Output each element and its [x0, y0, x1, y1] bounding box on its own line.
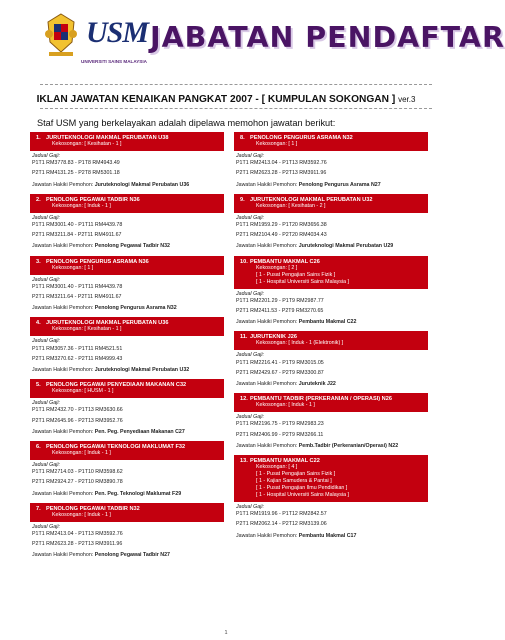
title-main: IKLAN JAWATAN KENAIKAN PANGKAT 2007 - [ KUMPULAN SOKONGAN ] [36, 94, 396, 105]
job-card-header [234, 194, 428, 213]
job-number: 13. [240, 458, 248, 465]
salary-range: P1T1 RM2413.04 - P1T13 RM3592.76 [32, 531, 123, 538]
job-card [234, 393, 428, 452]
applicant-current-post-label: Jawatan Hakiki Pemohon: [32, 367, 94, 374]
salary-range: P1T1 RM2714.03 - P1T10 RM3598.62 [32, 469, 123, 476]
salary-range: P1T1 RM3001.40 - P1T11 RM4439.78 [32, 283, 123, 290]
usm-logo-subtitle: UNIVERSITI SAINS MALAYSIA [81, 59, 147, 64]
job-card [234, 256, 428, 329]
job-card [30, 256, 224, 315]
job-title-text: PENOLONG PEGAWAI TADBIR N36 [46, 196, 140, 203]
salary-schedule-label: Jadual Gaji: [32, 153, 60, 159]
job-vacancy-line: [ 1 - Kajian Samudera & Pantai ] [256, 478, 332, 485]
applicant-current-post-value: Juruteknologi Makmal Perubatan U36 [94, 181, 190, 188]
applicant-current-post [236, 533, 426, 540]
job-vacancy-line: Kekosongan: [ HUSM - 1 ] [52, 388, 114, 395]
divider-top [40, 84, 432, 85]
salary-range: P2T1 RM2645.96 - P2T13 RM3952.76 [32, 417, 123, 424]
job-vacancy-line: Kekosongan: [ Induk - 1 ] [256, 402, 315, 409]
job-card-header [30, 256, 224, 275]
salary-schedule-label: Jadual Gaji: [32, 214, 60, 221]
job-card-body [30, 336, 224, 376]
usm-logo-mark: USM [86, 16, 149, 49]
left-column [30, 132, 224, 565]
page-header [0, 0, 505, 78]
applicant-current-post-label: Jawatan Hakiki Pemohon: [236, 442, 298, 449]
job-vacancy-line: Kekosongan: [ 4 ] [256, 464, 298, 471]
salary-schedule-label: Jadual Gaji: [236, 214, 264, 221]
job-title-text: PENOLONG PENGURUS ASRAMA N32 [250, 135, 353, 141]
job-title-text: JURUTEKNIK J26 [250, 334, 297, 341]
applicant-current-post-label: Jawatan Hakiki Pemohon: [32, 181, 94, 188]
job-vacancy-line: [ 1 - Pusat Pengajian Ilmu Pendidikan ] [256, 485, 348, 492]
applicant-current-post [32, 367, 222, 374]
applicant-current-post [32, 182, 222, 189]
salary-range: P1T1 RM2201.29 - P1T9 RM2987.77 [236, 297, 324, 304]
job-card-header [234, 393, 428, 412]
applicant-current-post-value: Juruteknologi Makmal Perubatan U29 [298, 243, 394, 250]
job-card-header [234, 132, 428, 151]
salary-range: P1T1 RM3001.40 - P1T11 RM4439.78 [32, 222, 123, 229]
salary-range: P1T1 RM1959.29 - P1T20 RM3656.38 [236, 222, 327, 229]
job-card-body [234, 213, 428, 253]
coat-of-arms-icon [44, 12, 78, 58]
applicant-current-post-label: Jawatan Hakiki Pemohon: [32, 490, 94, 497]
salary-range: P1T1 RM1919.96 - P1T12 RM2842.57 [236, 511, 327, 518]
salary-range: P2T1 RM3211.64 - P2T11 RM4911.67 [32, 294, 122, 301]
salary-schedule-label: Jadual Gaji: [32, 400, 60, 407]
applicant-current-post-value: Pemb.Tadbir (Perkeranian/Operasi) N22 [298, 442, 399, 449]
job-title-text: PENOLONG PEGAWAI TADBIR N32 [46, 505, 140, 512]
salary-range: P2T1 RM2062.14 - P2T12 RM3139.06 [236, 521, 327, 528]
applicant-current-post [236, 243, 426, 250]
job-card [30, 503, 224, 562]
job-card-body [234, 412, 428, 452]
job-card [30, 441, 224, 500]
salary-range: P2T1 RM2411.53 - P2T9 RM3270.65 [236, 308, 324, 315]
job-card [234, 455, 428, 542]
applicant-current-post-value: Penolong Pegawai Tadbir N32 [94, 243, 170, 250]
job-card-body [234, 502, 428, 542]
job-card-body [234, 350, 428, 390]
department-banner: JABATAN PENDAFTAR [150, 21, 505, 54]
job-title-text: PEMBANTU TADBIR (PERKERANIAN / OPERASI) N26 [250, 396, 392, 403]
applicant-current-post [236, 443, 426, 450]
salary-range: P2T1 RM2104.49 - P2T20 RM4034.43 [236, 232, 327, 239]
salary-schedule-label: Jadual Gaji: [236, 504, 264, 511]
job-card [30, 194, 224, 253]
job-card-body [30, 460, 224, 500]
job-card-header [234, 455, 428, 502]
job-title-text: PENOLONG PEGAWAI TEKNOLOGI MAKLUMAT F32 [46, 444, 186, 451]
job-card-body [30, 398, 224, 438]
applicant-current-post-value: Pen. Peg. Teknologi Maklumat F29 [94, 490, 182, 497]
job-card [30, 132, 224, 191]
applicant-current-post [32, 429, 222, 436]
job-card-header [30, 132, 224, 151]
job-title-text: PENOLONG PEGAWAI PENYEDIAAN MAKANAN C32 [46, 382, 187, 389]
salary-schedule-label: Jadual Gaji: [236, 290, 264, 297]
applicant-current-post [32, 491, 222, 498]
salary-range: P1T1 RM2413.04 - P1T13 RM3592.76 [236, 160, 327, 167]
applicant-current-post [236, 381, 426, 388]
job-number: 7. [36, 505, 41, 512]
salary-range: P1T1 RM3778.83 - P1T8 RM4943.49 [32, 160, 120, 167]
title-version: ver.3 [398, 95, 416, 104]
job-title-text: JURUTEKNOLOGI MAKMAL PERUBATAN U38 [46, 135, 169, 141]
instruction-text: Staf USM yang berkelayakan adalah dipelawa memohon jawatan berikut: [37, 118, 336, 128]
applicant-current-post [32, 552, 222, 559]
job-card [234, 194, 428, 253]
salary-schedule-label: Jadual Gaji: [32, 523, 60, 530]
job-card-header [30, 379, 224, 398]
applicant-current-post [236, 319, 426, 326]
job-card-body [30, 151, 224, 191]
salary-range: P1T1 RM2216.41 - P1T9 RM3015.05 [236, 359, 324, 366]
job-vacancy-line: Kekosongan: [ Induk - 1 (Elektronik) ] [256, 340, 344, 347]
applicant-current-post-value: Penolong Pengurus Asrama N27 [298, 181, 381, 188]
applicant-current-post-value: Pembantu Makmal C17 [298, 532, 357, 539]
job-vacancy-line: Kekosongan: [ Kesihatan - 1 ] [52, 326, 122, 333]
job-card [30, 379, 224, 438]
salary-range: P1T1 RM3057.36 - P1T11 RM4521.51 [32, 345, 123, 352]
job-card-body [30, 275, 224, 315]
job-vacancy-line: [ 1 - Hospital Universiti Sains Malaysia ] [256, 278, 350, 285]
job-vacancy-line: Kekosongan: [ Kesihatan - 2 ] [256, 202, 326, 209]
job-vacancy-line: Kekosongan: [ 2 ] [256, 264, 298, 271]
applicant-current-post-value: Pembantu Makmal C22 [298, 319, 357, 326]
applicant-current-post-label: Jawatan Hakiki Pemohon: [236, 243, 298, 250]
salary-schedule-label: Jadual Gaji: [32, 338, 60, 345]
job-number: 9. [240, 196, 245, 203]
job-vacancy-line: Kekosongan: [ Induk - 1 ] [52, 202, 111, 209]
job-number: 4. [36, 320, 41, 327]
applicant-current-post-value: Juruteknologi Makmal Perubatan U32 [94, 367, 190, 374]
job-title-text: JURUTEKNOLOGI MAKMAL PERUBATAN U36 [46, 320, 169, 327]
job-number: 6. [36, 444, 41, 451]
salary-schedule-label: Jadual Gaji: [32, 276, 60, 283]
salary-schedule-label: Jadual Gaji: [236, 153, 264, 159]
salary-range: P2T1 RM2406.99 - P2T9 RM3266.11 [236, 431, 324, 438]
job-title-text: PEMBANTU MAKMAL C26 [250, 258, 320, 265]
applicant-current-post [32, 305, 222, 312]
salary-range: P2T1 RM2924.27 - P2T10 RM3890.78 [32, 479, 123, 486]
salary-range: P2T1 RM2623.28 - P2T13 RM3911.96 [236, 170, 327, 177]
salary-range: P2T1 RM2429.67 - P2T9 RM3300.87 [236, 369, 324, 376]
job-number: 3. [36, 258, 41, 265]
job-vacancy-line: Kekosongan: [ Kesihatan - 1 ] [52, 141, 122, 147]
job-card-header [30, 194, 224, 213]
job-card [234, 331, 428, 390]
applicant-current-post-label: Jawatan Hakiki Pemohon: [236, 181, 298, 188]
job-number: 1. [36, 135, 41, 141]
salary-range: P2T1 RM4131.25 - P2T8 RM5301.18 [32, 170, 120, 177]
applicant-current-post-label: Jawatan Hakiki Pemohon: [32, 552, 94, 559]
job-title-text: PENOLONG PENGURUS ASRAMA N36 [46, 258, 149, 265]
applicant-current-post-label: Jawatan Hakiki Pemohon: [236, 319, 298, 326]
job-card [30, 317, 224, 376]
job-vacancy-line: Kekosongan: [ Induk - 1 ] [52, 511, 111, 518]
job-card-header [234, 256, 428, 289]
job-card [234, 132, 428, 191]
applicant-current-post [236, 182, 426, 189]
page-title [0, 94, 452, 105]
salary-range: P2T1 RM2623.28 - P2T13 RM3911.96 [32, 541, 123, 548]
applicant-current-post-value: Juruteknik J22 [298, 381, 336, 388]
divider-bottom [40, 108, 432, 109]
job-number: 8. [240, 135, 245, 141]
salary-range: P2T1 RM3270.62 - P2T11 RM4999.43 [32, 355, 123, 362]
job-vacancy-line: [ 1 - Pusat Pengajian Sains Fizik ] [256, 471, 336, 478]
job-number: 2. [36, 196, 41, 203]
salary-schedule-label: Jadual Gaji: [236, 352, 264, 359]
job-card-body [234, 289, 428, 329]
job-vacancy-line: Kekosongan: [ 1 ] [256, 141, 298, 147]
salary-schedule-label: Jadual Gaji: [32, 462, 60, 469]
salary-range: P1T1 RM2196.75 - P1T9 RM2983.23 [236, 421, 324, 428]
applicant-current-post-label: Jawatan Hakiki Pemohon: [32, 428, 94, 435]
job-number: 12. [240, 396, 248, 403]
applicant-current-post [32, 243, 222, 250]
job-card-header [234, 331, 428, 350]
applicant-current-post-label: Jawatan Hakiki Pemohon: [32, 305, 94, 312]
applicant-current-post-label: Jawatan Hakiki Pemohon: [32, 243, 94, 250]
job-vacancy-line: [ 1 - Hospital Universiti Sains Malaysia ] [256, 492, 350, 499]
page-number: 1 [224, 630, 228, 636]
job-vacancy-line: Kekosongan: [ 1 ] [52, 264, 94, 271]
job-card-header [30, 441, 224, 460]
applicant-current-post-value: Penolong Pengurus Asrama N32 [94, 305, 177, 312]
job-number: 10. [240, 258, 248, 265]
salary-range: P2T1 RM3211.84 - P2T11 RM4911.67 [32, 232, 122, 239]
job-vacancy-line: [ 1 - Pusat Pengajian Sains Fizik ] [256, 271, 336, 278]
applicant-current-post-value: Pen. Peg. Penyediaan Makanan C27 [94, 428, 185, 435]
job-card-header [30, 317, 224, 336]
job-title-text: JURUTEKNOLOGI MAKMAL PERUBATAN U32 [250, 196, 373, 203]
applicant-current-post-label: Jawatan Hakiki Pemohon: [236, 532, 298, 539]
applicant-current-post-value: Penolong Pegawai Tadbir N27 [94, 552, 170, 559]
usm-logo [81, 10, 149, 68]
job-card-header [30, 503, 224, 522]
salary-schedule-label: Jadual Gaji: [236, 414, 264, 421]
job-title-text: PEMBANTU MAKMAL C22 [250, 458, 320, 465]
job-card-body [30, 522, 224, 562]
job-vacancy-line: Kekosongan: [ Induk - 1 ] [52, 450, 111, 457]
applicant-current-post-label: Jawatan Hakiki Pemohon: [236, 381, 298, 388]
job-card-body [30, 213, 224, 253]
salary-range: P1T1 RM2432.70 - P1T13 RM3630.66 [32, 407, 123, 414]
job-number: 11. [240, 334, 248, 341]
job-number: 5. [36, 382, 41, 389]
right-column [234, 132, 428, 545]
job-card-body [234, 151, 428, 191]
